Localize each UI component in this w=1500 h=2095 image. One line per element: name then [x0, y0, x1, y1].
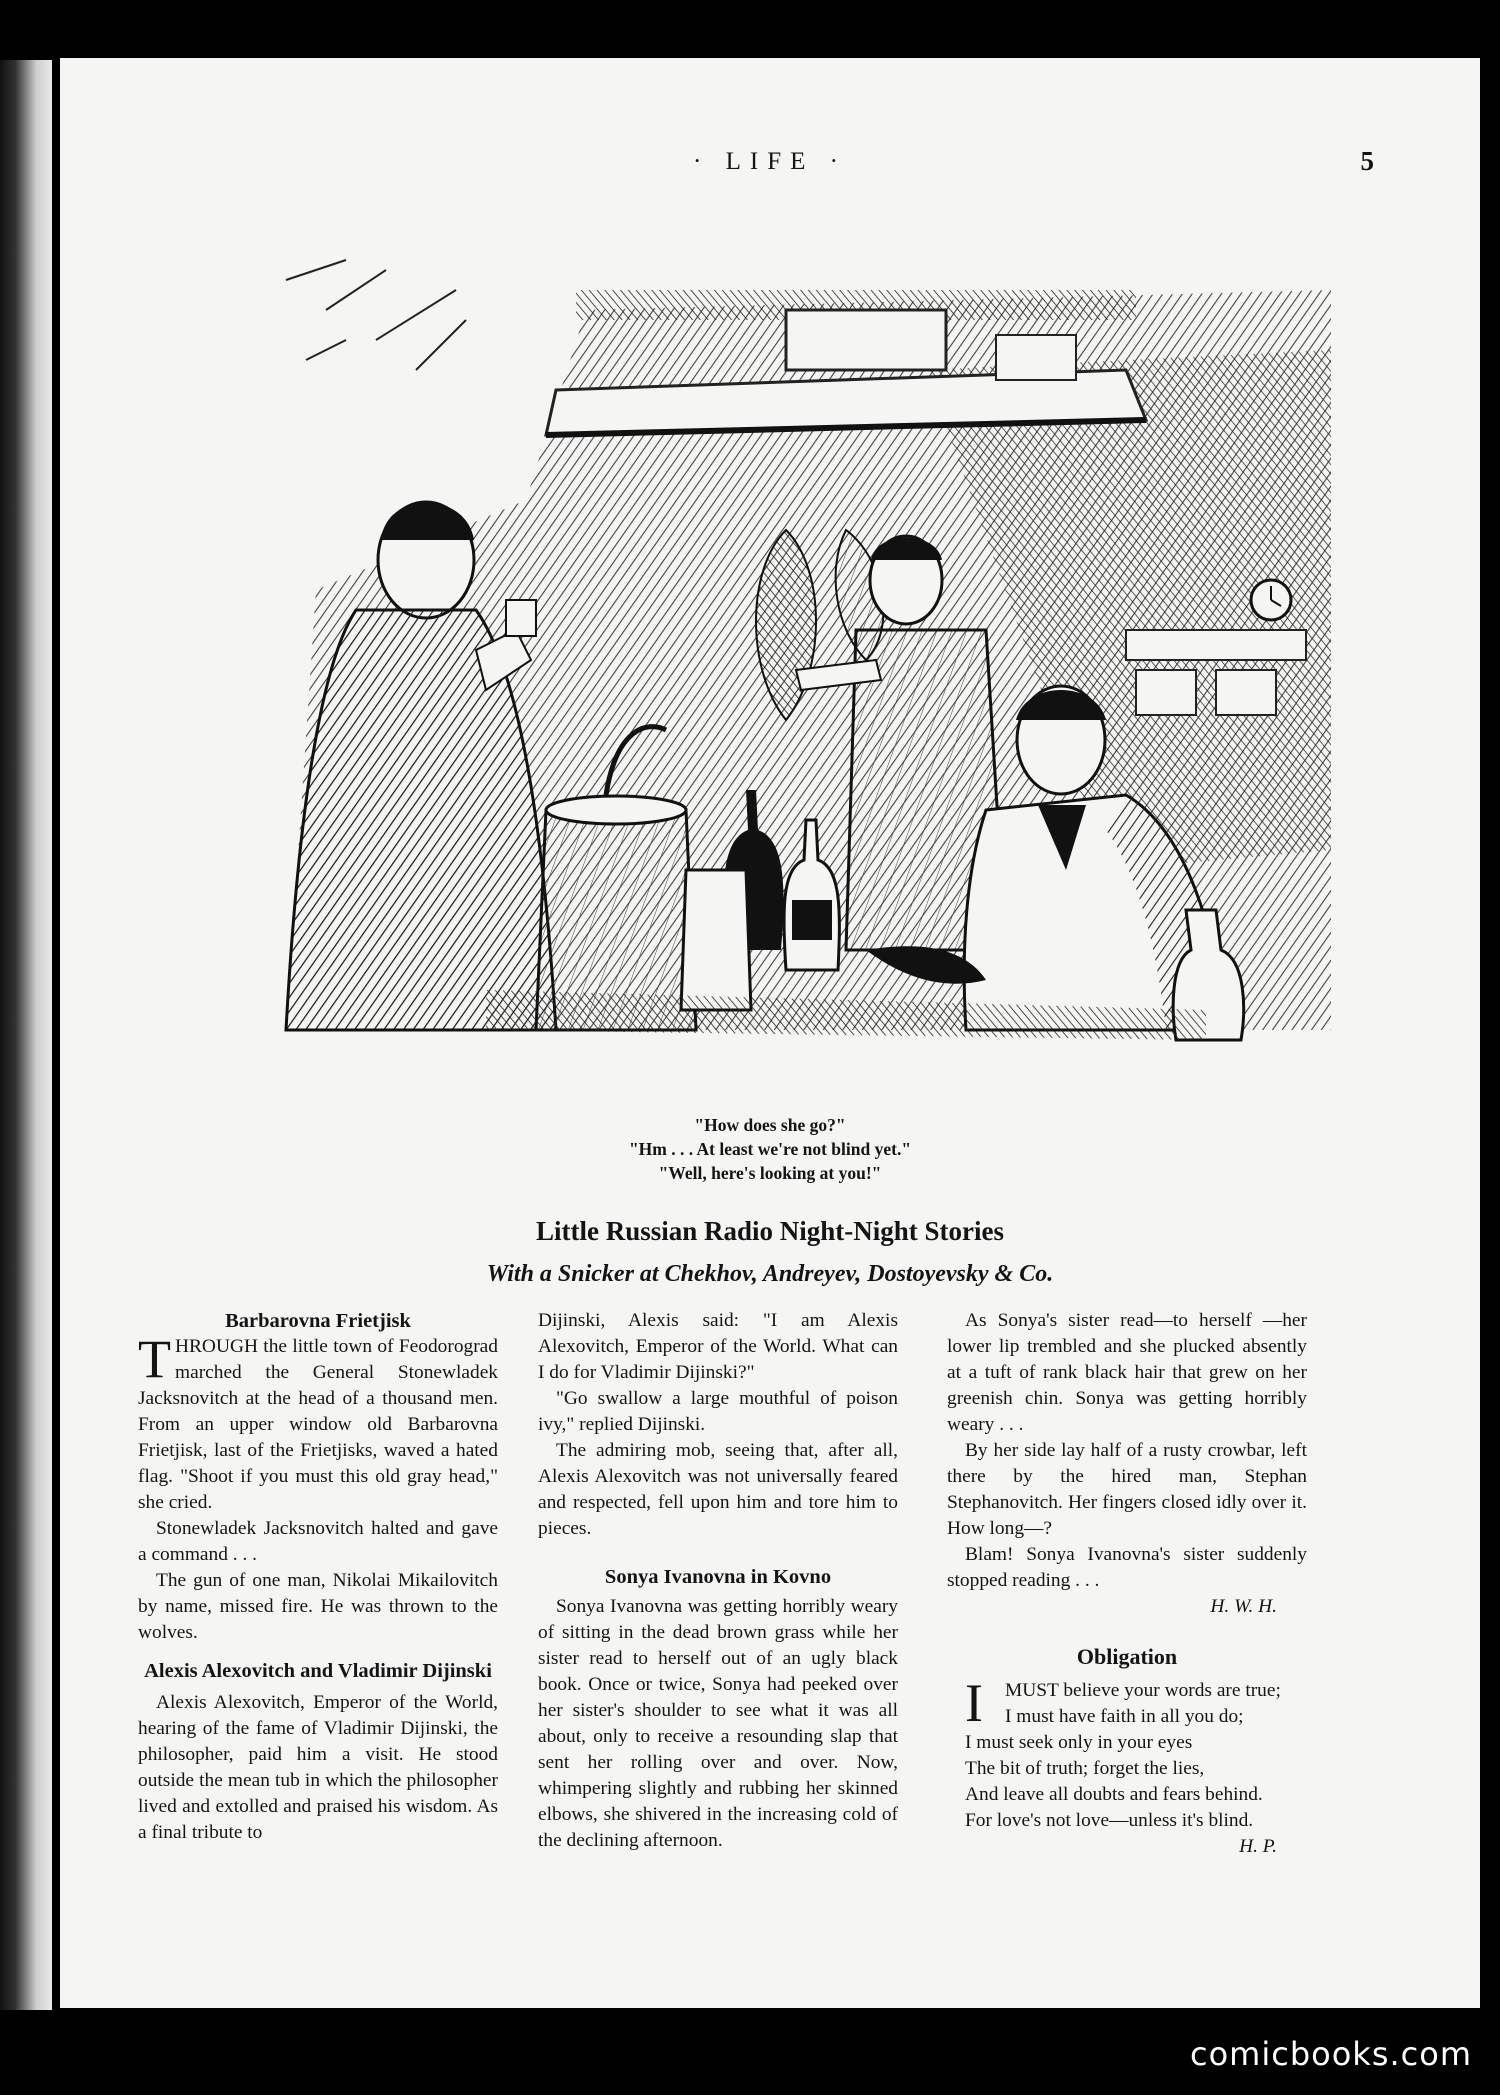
- poem-line: I must have faith in all you do;: [1004, 1706, 1244, 1727]
- drop-cap: T: [138, 1329, 171, 1389]
- paragraph: Stonewladek Jacksnovitch halted and gave a command . . .: [138, 1518, 498, 1565]
- text-column-3: [947, 1308, 1307, 1860]
- caption-line: "Hm . . . At least we're not blind yet.": [628, 1139, 912, 1159]
- poem: [947, 1673, 1307, 1834]
- article-subtitle: With a Snicker at Chekhov, Andreyev, Dostoyevsky & Co.: [486, 1261, 1054, 1287]
- paragraph: Blam! Sonya Ivanovna's sister suddenly stopped reading . . .: [947, 1544, 1307, 1591]
- paragraph: Alexis Alexovitch, Emperor of the World, hearing of the fame of Vladimir Dijinski, the philosopher, paid him a visit. He stood outside the mean tub in which the philosopher lived and extolled and praised his wisdom. As a final tribute to: [138, 1692, 498, 1843]
- signature: H. W. H.: [1210, 1596, 1277, 1617]
- section-heading: Alexis Alexovitch and Vladimir Dijinski: [144, 1660, 492, 1682]
- text-column-2: [538, 1308, 898, 1854]
- section-heading: Barbarovna Frietjisk: [225, 1310, 411, 1332]
- paragraph: The admiring mob, seeing that, after all, Alexis Alexovitch was not universally feared and respected, fell upon him and tore him to pieces.: [538, 1440, 898, 1539]
- poem-line: For love's not love—unless it's blind.: [965, 1810, 1254, 1831]
- poem-line: I must seek only in your eyes: [965, 1732, 1193, 1753]
- binding-spine: [0, 60, 52, 2010]
- watermark: comicbooks.com: [1189, 2035, 1472, 2073]
- poem-line: The bit of truth; forget the lies,: [965, 1758, 1205, 1779]
- poem-title: Obligation: [1076, 1644, 1178, 1669]
- paragraph: By her side lay half of a rusty crowbar, left there by the hired man, Stephan Stephanovitch. Her fingers closed idly over it. How long—?: [947, 1440, 1307, 1539]
- caption-line: "Well, here's looking at you!": [658, 1163, 882, 1183]
- section-heading: Sonya Ivanovna in Kovno: [604, 1566, 832, 1588]
- drop-cap: I: [965, 1673, 983, 1733]
- running-head: · LIFE ·: [693, 148, 847, 175]
- poem-line: I MUST believe your words are true;: [947, 1678, 1307, 1704]
- paragraph: As Sonya's sister read—to herself —her lower lip trembled and she plucked absently at a tuft of rank black hair that grew on her greenish chin. Sonya was getting horribly weary . . .: [947, 1310, 1307, 1435]
- caption-line: "How does she go?": [694, 1115, 846, 1135]
- paragraph: Sonya Ivanovna was getting horribly weary of sitting in the dead brown grass while her sister read to herself out of an ugly black book. Once or twice, Sonya had peeked over her sister's shoulder to see what it was all about, only to receive a resounding slap that sent her rolling over and over. Now, whimpering slightly and rubbing her skinned elbows, she shivered in the increasing cold of the declining afternoon.: [538, 1596, 898, 1851]
- illustration-caption: [60, 1113, 1480, 1185]
- paragraph: Dijinski, Alexis said: "I am Alexis Alexovitch, Emperor of the World. What can I do for Vladimir Dijinski?": [538, 1310, 898, 1383]
- text-column-1: [138, 1308, 498, 1846]
- paragraph: The gun of one man, Nikolai Mikailovitch by name, missed fire. He was thrown to the wolves.: [138, 1570, 498, 1643]
- cartoon-illustration: [226, 250, 1331, 1085]
- signature: H. P.: [1239, 1836, 1277, 1857]
- paragraph: THROUGH the little town of Feodorograd marched the General Stonewladek Jacksnovitch at the head of a thousand men. From an upper window old Barbarovna Frietjisk, last of the Frietjisks, waved a hated flag. "Shoot if you must this old gray head," she cried.: [138, 1329, 498, 1513]
- article-title: Little Russian Radio Night-Night Stories: [535, 1216, 1005, 1246]
- magazine-page: [60, 58, 1480, 2008]
- paragraph: "Go swallow a large mouthful of poison ivy," replied Dijinski.: [538, 1388, 898, 1435]
- page-number: 5: [1360, 146, 1374, 176]
- poem-line: And leave all doubts and fears behind.: [965, 1784, 1263, 1805]
